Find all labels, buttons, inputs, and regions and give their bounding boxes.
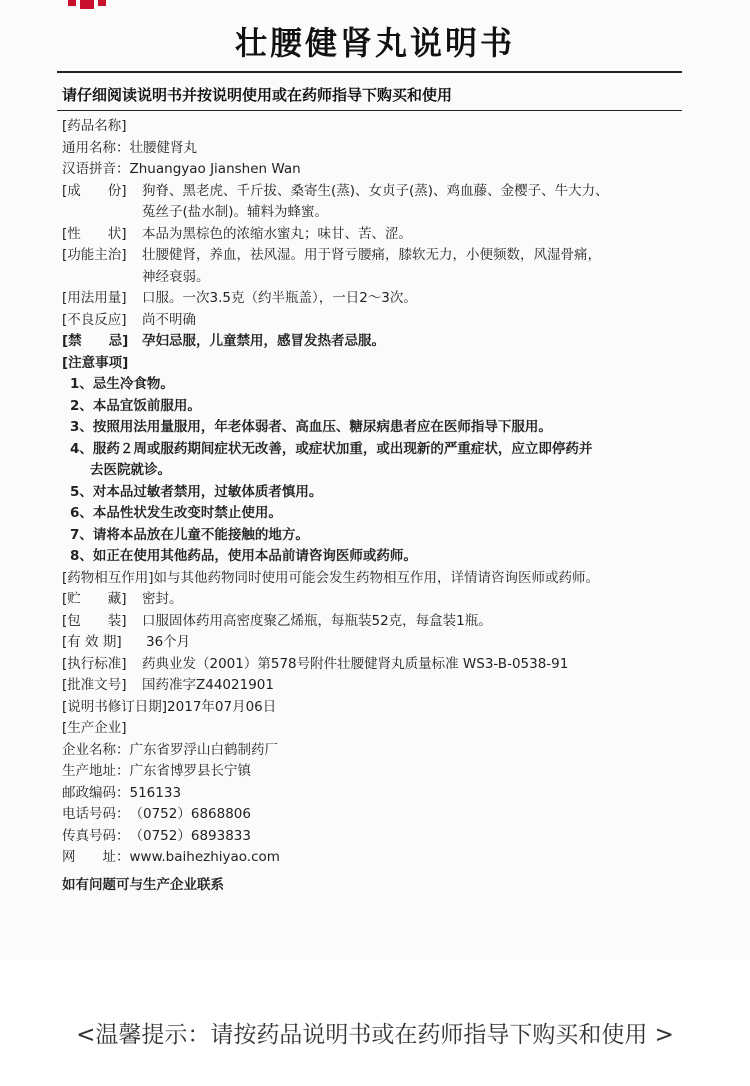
field-value: 壮腰健肾，养血，祛风湿。用于肾亏腰痛，膝软无力，小便频数，风湿骨痛， <box>142 247 601 263</box>
validity-row <box>62 632 702 654</box>
field-value: 口服。一次3.5克（约半瓶盖），一日2～3次。 <box>142 290 417 306</box>
drug-name-header-row <box>62 116 702 138</box>
field-label: 传真号码： <box>62 827 130 844</box>
field-label: 通用名称： <box>62 139 130 156</box>
standard-row <box>62 654 702 676</box>
field-value: 广东省罗浮山白鹤制药厂 <box>129 741 278 758</box>
contraindication-row <box>62 331 702 353</box>
note-item: 6、本品性状发生改变时禁止使用。 <box>70 505 282 521</box>
interaction-row <box>62 568 702 590</box>
page-title: 壮腰健肾丸说明书 <box>234 24 515 62</box>
section-header: [注意事项] <box>62 354 129 371</box>
field-value: 孕妇忌服，儿童禁用，感冒发热者忌服。 <box>142 333 385 349</box>
dosage-row <box>62 288 702 310</box>
field-label: [说明书修订日期] <box>62 698 168 715</box>
note-item: 3、按照用法用量服用，年老体弱者、高血压、糖尿病患者应在医师指导下服用。 <box>70 419 552 435</box>
note-item: 7、请将本品放在儿童不能接触的地方。 <box>70 526 309 543</box>
warning-divider <box>57 110 682 111</box>
field-value: 国药准字Z44021901 <box>142 677 274 693</box>
field-value: （0752）6868806 <box>129 806 251 822</box>
field-value: 药典业发（2001）第578号附件壮腰健肾丸质量标准 WS3-B-0538-91 <box>142 655 569 672</box>
field-label: [有 效 期] <box>62 634 122 650</box>
indication-row <box>62 245 702 267</box>
fax-row <box>62 826 702 848</box>
field-value: 口服固体药用高密度聚乙烯瓶，每瓶装52克，每盒装1瓶。 <box>142 612 492 629</box>
section-header: [药品名称] <box>62 118 127 134</box>
field-label: 企业名称： <box>62 741 130 758</box>
field-value: 2017年07月06日 <box>167 698 277 715</box>
field-label: 电话号码： <box>62 806 130 822</box>
field-label: [不良反应] <box>62 311 127 328</box>
section-header: [生产企业] <box>62 720 127 736</box>
pinyin-row <box>62 159 702 181</box>
field-label: [功能主治] <box>62 247 127 263</box>
revision-row <box>62 697 702 719</box>
contact-note: 如有问题可与生产企业联系 <box>62 877 224 893</box>
approval-row <box>62 675 702 697</box>
website-row <box>62 847 702 869</box>
field-value: 广东省博罗县长宁镇 <box>129 763 251 779</box>
field-label: 邮政编码： <box>62 784 130 801</box>
ingredients-continued: 菟丝子(盐水制)。辅料为蜂蜜。 <box>142 204 329 220</box>
field-label: 生产地址： <box>62 763 130 779</box>
field-label: [包 装] <box>62 612 127 629</box>
field-label: 网 址： <box>62 849 130 865</box>
field-label: [用法用量] <box>62 290 127 306</box>
notes-header-row <box>62 353 702 375</box>
field-label: [禁 忌] <box>62 333 129 349</box>
field-label: [批准文号] <box>62 677 127 693</box>
character-row <box>62 224 702 246</box>
field-value: 密封。 <box>142 591 183 607</box>
adverse-row <box>62 310 702 332</box>
logo-mark <box>58 0 118 14</box>
title-divider <box>57 71 682 73</box>
ingredients-row <box>62 181 702 203</box>
friendly-tip: <温馨提示：请按药品说明书或在药师指导下购买和使用 > <box>76 1022 674 1048</box>
note-item-continued: 去医院就诊。 <box>90 462 171 478</box>
website-link[interactable]: www.baihezhiyao.com <box>129 849 280 865</box>
note-item: 2、本品宜饭前服用。 <box>70 397 201 414</box>
company-row <box>62 740 702 762</box>
field-value: 壮腰健肾丸 <box>129 139 197 156</box>
field-value: 如与其他药物同时使用可能会发生药物相互作用，详情请咨询医师或药师。 <box>153 569 600 586</box>
usage-warning: 请仔细阅读说明书并按说明使用或在药师指导下购买和使用 <box>62 86 453 104</box>
leaflet-body <box>62 116 702 869</box>
field-value: Zhuangyao Jianshen Wan <box>129 161 301 177</box>
field-label: [执行标准] <box>62 655 127 672</box>
address-row <box>62 761 702 783</box>
postcode-row <box>62 783 702 805</box>
generic-name-row <box>62 138 702 160</box>
note-item: 5、对本品过敏者禁用，过敏体质者慎用。 <box>70 483 323 500</box>
field-value: 516133 <box>129 784 182 801</box>
field-label: [性 状] <box>62 225 127 242</box>
field-value: 36个月 <box>146 634 191 650</box>
note-item: 1、忌生冷食物。 <box>70 376 174 392</box>
note-item: 4、服药２周或服药期间症状无改善，或症状加重，或出现新的严重症状，应立即停药并 <box>70 440 593 457</box>
field-value: 本品为黑棕色的浓缩水蜜丸；味甘、苦、涩。 <box>142 225 412 242</box>
indication-continued: 神经衰弱。 <box>142 268 210 285</box>
field-label: [药物相互作用] <box>62 569 154 586</box>
maker-header-row <box>62 718 702 740</box>
field-label: [贮 藏] <box>62 591 127 607</box>
field-label: [成 份] <box>62 182 127 199</box>
field-label: 汉语拼音： <box>62 161 130 177</box>
note-item: 8、如正在使用其他药品，使用本品前请咨询医师或药师。 <box>70 548 417 564</box>
phone-row <box>62 804 702 826</box>
package-row <box>62 611 702 633</box>
field-value: 狗脊、黑老虎、千斤拔、桑寄生(蒸)、女贞子(蒸)、鸡血藤、金樱子、牛大力、 <box>142 182 609 199</box>
storage-row <box>62 589 702 611</box>
field-value: （0752）6893833 <box>129 827 251 844</box>
field-value: 尚不明确 <box>142 311 196 328</box>
